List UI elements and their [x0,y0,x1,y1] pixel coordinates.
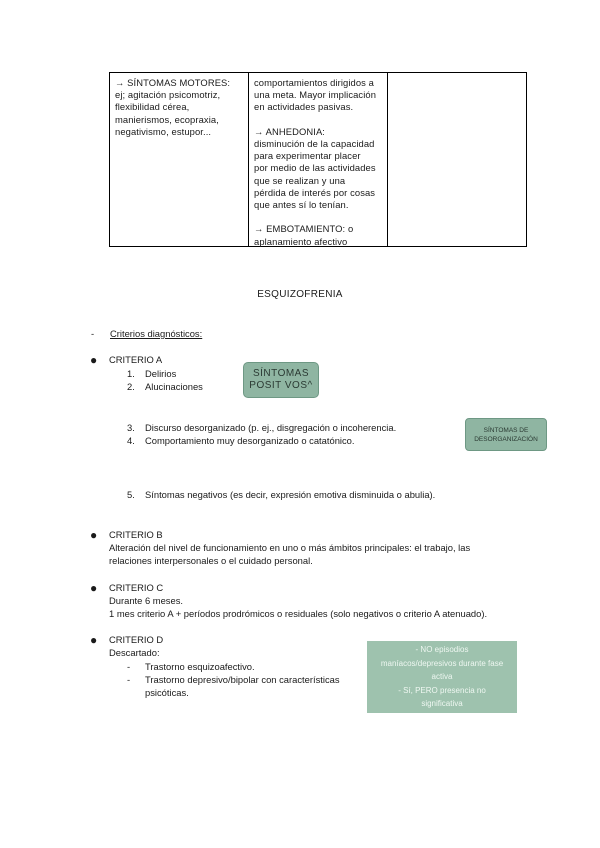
table-cell-negativos [249,73,388,246]
criterio-c-text: Durante 6 meses. [109,595,183,606]
cell-text: → SÍNTOMAS MOTORES: ej; agitación psicomotriz, flexibilidad cérea, manierismos, ecopraxia, negativismo, estupor... [115,77,231,137]
criterio-d-label: CRITERIO D [109,634,164,645]
note-text: activa [431,672,453,681]
dash-bullet: - [127,661,131,672]
table-cell-empty [388,73,526,246]
symptoms-table [109,72,527,247]
sticker-sintomas-desorganizacion [465,418,547,451]
criterio-d-intro: Descartado: [109,647,160,658]
list-item: Trastorno esquizoafectivo. [145,661,255,672]
note-text: significativa [421,699,463,708]
bullet-icon: ● [90,633,98,647]
note-text: maníacos/depresivos durante fase [380,658,504,668]
note-text: - NO episodios [415,645,469,654]
sticker-sintomas-positivos [243,362,319,398]
bullet-icon: ● [90,581,98,595]
bullet-icon: ● [90,528,98,542]
table-cell-motores [110,73,249,246]
dash-bullet: - [127,674,131,685]
item-number: 3. [127,422,135,433]
criterio-b-text: Alteración del nivel de funcionamiento en uno o más ámbitos principales: el trabajo, las [109,542,471,553]
dash-bullet: - [91,328,95,339]
item-number: 1. [127,368,135,379]
criterio-c-label: CRITERIO C [109,582,164,593]
sticker-text: POSIT VOS^ [249,380,313,391]
note-criterio-d [367,641,517,713]
bullet-icon: ● [90,353,98,367]
criterio-b-label: CRITERIO B [109,529,163,540]
cell-text: comportamientos dirigidos a una meta. Mayor implicación en actividades pasivas. → ANHEDONIA: disminución de la capacidad para experimentar placer por medio de las actividades que se realizan y una pérdida de interés por cosas que antes sí lo tenían. → EMBOTAMIENTO: o aplanamiento afectivo [254,77,377,247]
item-text: Comportamiento muy desorganizado o catatónico. [145,435,355,446]
cell-text [388,73,526,81]
list-item: psicóticas. [145,687,189,698]
item-text: Síntomas negativos (es decir, expresión emotiva disminuida o abulia). [145,489,436,500]
item-number: 4. [127,435,135,446]
sticker-text: SÍNTOMAS DE [483,427,529,434]
criterio-a-label: CRITERIO A [109,354,163,365]
list-item: Trastorno depresivo/bipolar con características [145,674,340,685]
criterios-heading: Criterios diagnósticos: [110,328,203,339]
page-title: ESQUIZOFRENIA [257,289,343,300]
sticker-text: SÍNTOMAS [252,368,310,379]
sticker-text: DESORGANIZACIÓN [474,436,538,443]
item-number: 2. [127,381,135,392]
item-number: 5. [127,489,135,500]
item-text: Delirios [145,368,177,379]
note-text: - Sí, PERO presencia no [398,685,486,695]
item-text: Discurso desorganizado (p. ej., disgregación o incoherencia. [145,422,397,433]
item-text: Alucinaciones [145,381,203,392]
criterio-c-text: 1 mes criterio A + períodos prodrómicos o residuales (solo negativos o criterio A atenuado). [109,608,488,619]
criterio-b-text: relaciones interpersonales o el cuidado personal. [109,555,313,566]
